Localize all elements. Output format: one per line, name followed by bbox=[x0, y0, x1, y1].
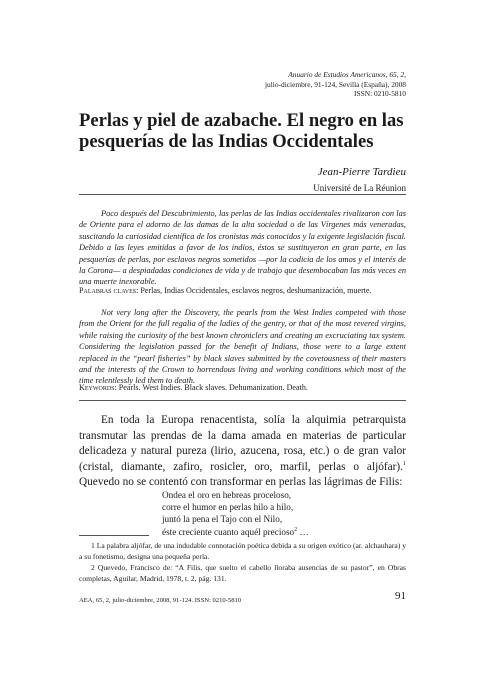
footnote-ref[interactable]: 1 bbox=[403, 461, 406, 468]
page-number: 91 bbox=[395, 590, 406, 602]
keywords-label: Keywords: bbox=[79, 383, 117, 392]
verse-quote bbox=[162, 489, 309, 538]
footnote-1: 1 La palabra aljófar, de una indudable connotación poética debida a su origen exótico (ar. alchauhara) y a su fonetismo, designa una pequeña perla. bbox=[79, 541, 406, 561]
keywords-label: Palabras claves: bbox=[79, 286, 139, 295]
journal-name: Anuario de Estudios Americanos, 65, 2, bbox=[288, 70, 406, 79]
author-name: Jean-Pierre Tardieu bbox=[317, 166, 406, 178]
author-block bbox=[313, 165, 406, 195]
verse-line: juntó la pena el Tajo con el Nilo, bbox=[162, 514, 283, 525]
journal-issn: ISSN: 0210-5810 bbox=[354, 89, 406, 99]
paragraph-text-end: Quevedo no se contentó con transformar en perlas las lágrimas de Filis: bbox=[79, 476, 403, 489]
paragraph-text: En toda la Europa renacentista, solía la alquimia petrarquista transmutar las prendas de la dama amada en materias de particular delicadeza y natural pureza (lirio, azucena, rosa, etc.) o de gran valor (cristal, diamante, zafiro, rosicler, oro, marfil, perlas o aljófar). bbox=[79, 414, 406, 473]
footnote-rule bbox=[79, 535, 149, 536]
verse-line: corre el humor en perlas hilo a hilo, bbox=[162, 502, 294, 513]
abstract-english: Not very long after the Discovery, the pearls from the West Indies competed with those from the Orient for the full regalia of the ladies of the gentry, or that of the most revered virgins, while raising the curiosity of the best known chroniclers and creating an excruciating tax system. Considering the legislation passed for the benefit of Indians, those were to a large extent replaced in the “pearl fisheries” by black slaves submitted by the covetousness of their masters and the interests of the Crown to horrendous living and working conditions which most of the time relentlessly led them to death. bbox=[79, 308, 406, 386]
verse-line: Ondea el oro en hebreas proceloso, bbox=[162, 490, 292, 500]
keywords-text: Perlas, Indias Occidentales, esclavos negros, deshumanización, muerte. bbox=[140, 286, 372, 295]
footer-citation: AEA, 65, 2, julio-diciembre, 2008, 91-124. ISSN: 0210-5810 bbox=[79, 597, 242, 604]
article-title: Perlas y piel de azabache. El negro en las pesquerías de las Indias Occidentales bbox=[79, 110, 404, 152]
journal-header bbox=[265, 70, 406, 99]
verse-line-end: … bbox=[297, 526, 309, 537]
keywords-english bbox=[79, 382, 406, 393]
verse-line bbox=[162, 526, 309, 538]
header-rule bbox=[79, 194, 406, 195]
footnote-ref[interactable]: 2 bbox=[294, 526, 298, 533]
keywords-spanish bbox=[79, 285, 406, 296]
verse-line-text: éste creciente cuanto aquél precioso bbox=[162, 526, 295, 537]
body-paragraph bbox=[79, 413, 406, 491]
journal-issue: julio-diciembre, 91-124, Sevilla (España), 2008 bbox=[264, 79, 406, 89]
author-affiliation: Université de La Réunion bbox=[313, 183, 406, 193]
abstract-rule bbox=[79, 400, 406, 401]
keywords-text: Pearls. West Indies. Black slaves. Dehumanization. Death. bbox=[118, 383, 308, 392]
abstract-spanish: Poco después del Descubrimiento, las perlas de las Indias occidentales rivalizaron con las de Oriente para el adorno de las damas de la alta sociedad o de las Vírgenes más veneradas, suscitando la curiosidad científica de los cronistas más conocidos y la exigente legislación fiscal. Debido a las leyes emitidas a favor de los indios, éstos se sustituyeron en gran parte, en las pesquerías de perlas, por esclavos negros sometidos —por la codicia de los amos y el interés de la Corona— a despiadadas condiciones de vida y de trabajo que desembocaban las más veces en una muerte inexorable. bbox=[79, 209, 406, 287]
footnote-2: 2 Quevedo, Francisco de: “A Filis, que suelto el cabello lloraba ausencias de su pastor”, en Obras completas, Aguilar, Madrid, 1978, t. 2, pág. 131. bbox=[79, 563, 406, 583]
